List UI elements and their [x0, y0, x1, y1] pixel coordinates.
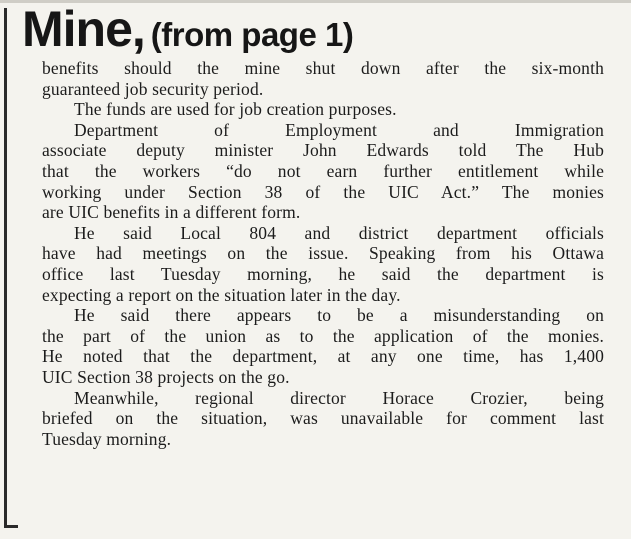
text-line: are UIC benefits in a different form.: [42, 202, 301, 223]
paragraph-3: [34, 120, 604, 223]
headline-continuation: (from page 1): [150, 16, 354, 53]
paragraph-4: [34, 223, 604, 305]
paragraph-5: [34, 305, 604, 387]
headline: [22, 1, 354, 57]
text-line: The funds are used for job creation purposes.: [74, 99, 397, 120]
article-body: [34, 58, 604, 449]
text-line: associate deputy minister John Edwards told The Hub: [42, 140, 604, 161]
text-line: He noted that the department, at any one time, has 1,400: [42, 346, 604, 367]
text-line: expecting a report on the situation later in the day.: [42, 284, 401, 305]
column-rule-foot: [4, 525, 18, 528]
text-line: Department of Employment and Immigration: [74, 119, 604, 140]
text-line: that the workers “do not earn further entitlement while: [42, 160, 604, 181]
paragraph-1: [34, 58, 604, 99]
column-rule-left: [4, 8, 7, 528]
headline-main: Mine,: [22, 1, 145, 57]
text-line: office last Tuesday morning, he said the department is: [42, 263, 604, 284]
text-line: He said there appears to be a misunderstanding on: [74, 305, 604, 326]
text-line: He said Local 804 and district department officials: [74, 222, 604, 243]
text-line: guaranteed job security period.: [42, 78, 264, 99]
text-line: working under Section 38 of the UIC Act.” The monies: [42, 181, 604, 202]
paragraph-2: [34, 99, 604, 120]
text-line: Tuesday morning.: [42, 428, 172, 449]
text-line: briefed on the situation, was unavailable for comment last: [42, 408, 604, 429]
text-line: Meanwhile, regional director Horace Crozier, being: [74, 387, 604, 408]
text-line: benefits should the mine shut down after the six-month: [42, 58, 604, 78]
text-line: UIC Section 38 projects on the go.: [42, 366, 290, 387]
paragraph-6: [34, 388, 604, 450]
text-line: the part of the union as to the application of the monies.: [42, 325, 604, 346]
text-line: have had meetings on the issue. Speaking from his Ottawa: [42, 243, 604, 264]
